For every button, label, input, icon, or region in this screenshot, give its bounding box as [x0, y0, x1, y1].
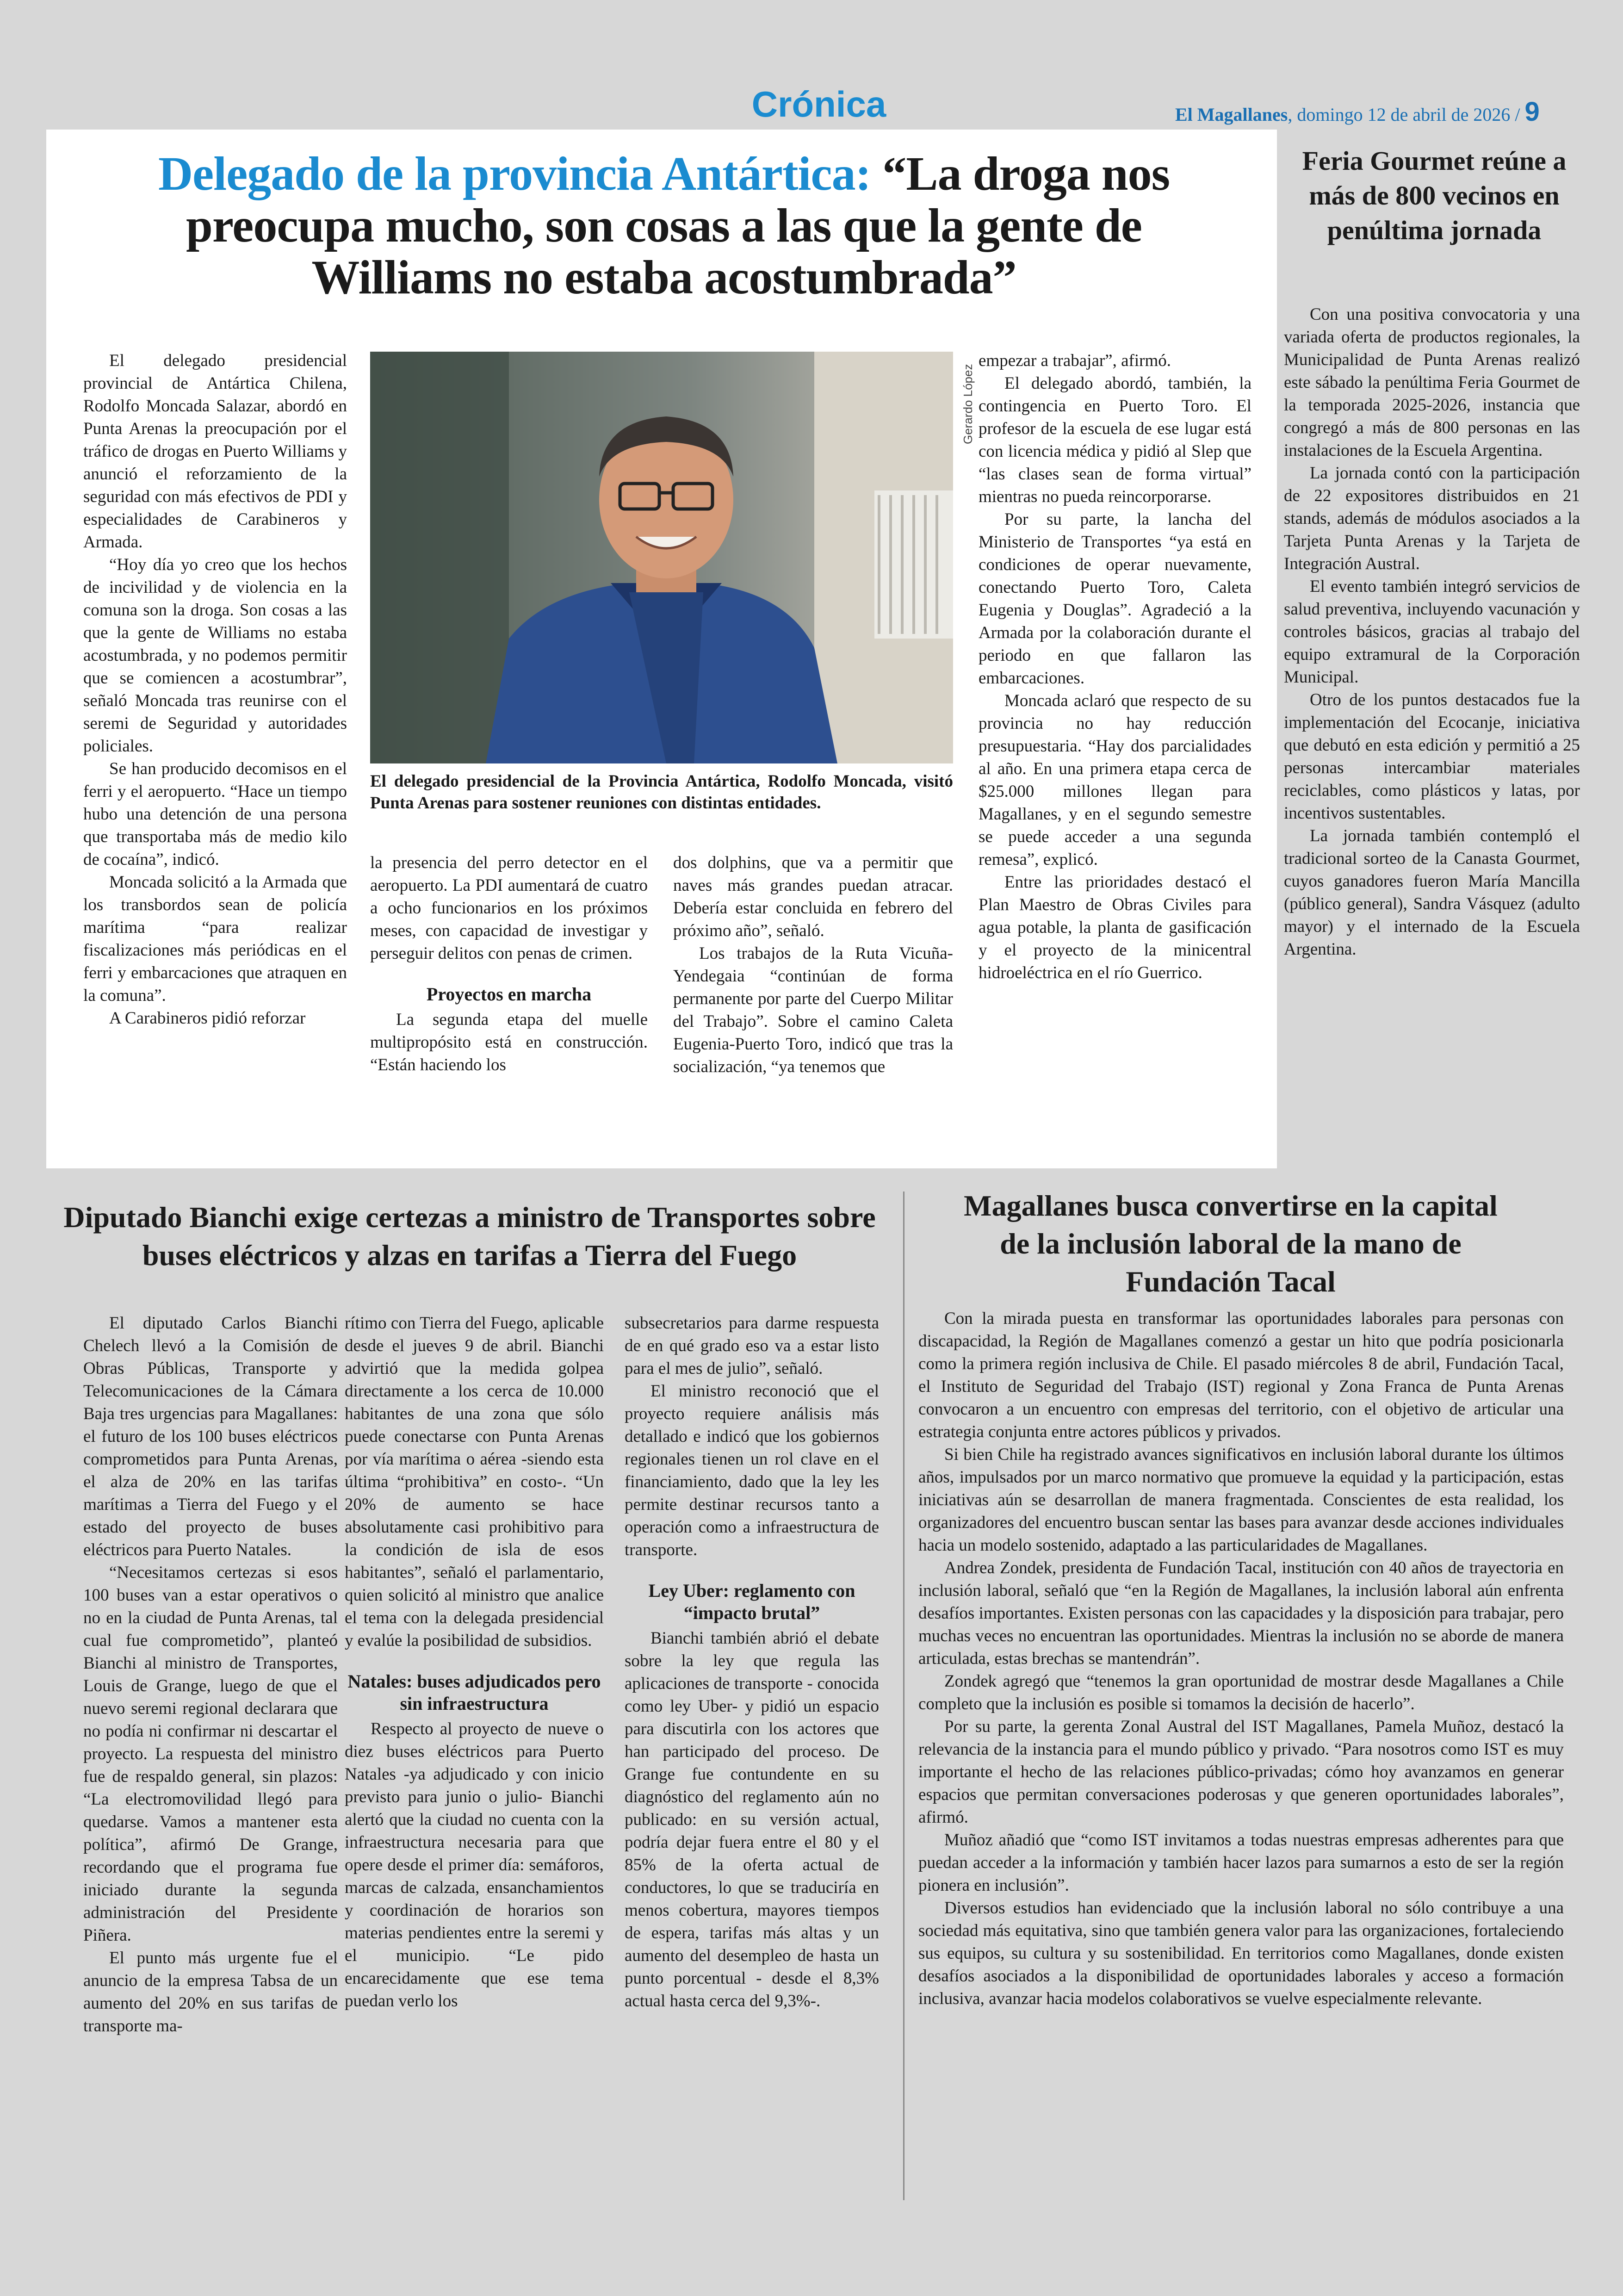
main-headline — [93, 148, 1235, 304]
paragraph: empezar a trabajar”, afirmó. — [979, 351, 1171, 370]
paragraph: rítimo con Tierra del Fuego, aplicable desde el jueves 9 de abril. Bianchi advirtió que la medida golpea directamente a los cerca de 10.000 habitantes de una zona que sólo puede conectarse con Punta Arenas por vía marítima o aérea -siendo esta última “prohibitiva” en costo-. “Un 20% de aumento se hace absolutamente casi prohibitivo para la condición de isla de esos habitantes”, señaló el parlamentario, quien solicitó al ministro que analice el tema con la delegada presidencial y evalúe la posibilidad de subsidios. — [345, 1314, 604, 1650]
paragraph: Zondek agregó que “tenemos la gran oportunidad de mostrar desde Magallanes a Chile completo que la inclusión es posible si tomamos la decisión de hacerlo”. — [918, 1672, 1564, 1713]
paragraph: Por su parte, la gerenta Zonal Austral del IST Magallanes, Pamela Muñoz, destacó la relevancia de la instancia para el mundo público y privado. “Para nosotros como IST es muy importante el hecho de las relaciones público-privadas; cómo hoy avanzamos en generar espacios que permitan conversaciones poderosas y que generen oportunidades laborales”, afirmó. — [918, 1717, 1564, 1827]
paragraph: Los trabajos de la Ruta Vicuña-Yendegaia “continúan de forma permanente por parte del Cuerpo Militar del Trabajo”. Sobre el camino Caleta Eugenia-Puerto Toro, indicó que tras la socialización, “ya tenemos que — [673, 944, 953, 1076]
paragraph: Otro de los puntos destacados fue la implementación del Ecocanje, iniciativa que debutó en esta edición y permitió a 25 personas intercambiar materiales reciclables, como plásticos y latas, por incentivos sustentables. — [1284, 690, 1580, 823]
column-divider — [903, 1191, 904, 2200]
paragraph: “Necesitamos certezas si esos 100 buses van a estar operativos o no en la ciudad de Punta Arenas, tal cual fue comprometido”, planteó Bianchi al ministro de Transportes, Louis de Grange, luego de que el nuevo seremi regional declarara que no podía ni confirmar ni descartar el proyecto. La respuesta del ministro fue de respaldo general, sin plazos: “La electromovilidad llegó para quedarse. Vamos a mantener esta política”, afirmó De Grange, recordando que el programa fue iniciado durante la segunda administración del Presidente Piñera. — [83, 1563, 338, 1945]
paragraph: La jornada contó con la participación de 22 expositores distribuidos en 21 stands, además de módulos asociados a la Tarjeta Punta Arenas y la Tarjeta de Integración Austral. — [1284, 464, 1580, 573]
delegate-photo — [370, 352, 953, 763]
photo-credit-text: Gerardo López — [961, 364, 975, 444]
paragraph: El diputado Carlos Bianchi Chelech llevó a la Comisión de Obras Públicas, Transporte y Telecomunicaciones de la Cámara Baja tres urgencias para Magallanes: el futuro de los 100 buses eléctricos comprometidos para Punta Arenas, el alza de 20% en las tarifas marítimas a Tierra del Fuego y el estado del proyecto de buses eléctricos para Puerto Natales. — [83, 1314, 338, 1559]
paragraph: Respecto al proyecto de nueve o diez buses eléctricos para Puerto Natales -ya adjudicado y con inicio previsto para junio o julio- Bianchi alertó que la ciudad no cuenta con la infraestructura necesaria para que opere desde el primer día: semáforos, marcas de calzada, ensanchamientos y coordinación de horarios son materias pendientes entre la seremi y el municipio. “Le pido encarecidamente que ese tema puedan verlo los — [345, 1719, 604, 2011]
photo-caption: El delegado presidencial de la Provincia Antártica, Rodolfo Moncada, visitó Punta Arenas para sostener reuniones con distintas entidades. — [370, 772, 953, 813]
paragraph: Entre las prioridades destacó el Plan Maestro de Obras Civiles para agua potable, la planta de gasificación y el proyecto de la minicentral hidroeléctrica en el río Guerrico. — [979, 873, 1251, 982]
bianchi-column-3 — [625, 1312, 879, 2012]
paragraph: Se han producido decomisos en el ferri y el aeropuerto. “Hace un tiempo hubo una detención de una persona que transportaba más de medio kilo de cocaína”, indicó. — [83, 759, 347, 869]
main-story-column-1 — [83, 349, 347, 1030]
headline-lead: Delegado de la provincia Antártica: — [158, 147, 871, 200]
headline-quote: “La droga nos preocupa mucho, son cosas a las que la gente de Williams no estaba acostumbrada” — [186, 147, 1170, 304]
paragraph: A Carabineros pidió reforzar — [109, 1009, 306, 1028]
paragraph: El punto más urgente fue el anuncio de la empresa Tabsa de un aumento del 20% en sus tarifas de transporte ma- — [83, 1948, 338, 2035]
paragraph: Muñoz añadió que “como IST invitamos a todas nuestras empresas adherentes para que puedan acceder a la información y también hacer lazos para sumarnos a esto de ser la región pionera en inclusión”. — [918, 1831, 1564, 1895]
sidebar-story-body — [1284, 303, 1580, 961]
newspaper-name: El Magallanes — [1175, 104, 1288, 125]
bianchi-column-2 — [345, 1312, 604, 2012]
paragraph: “Hoy día yo creo que los hechos de incivilidad y de violencia en la comuna son la droga. Son cosas a las que la gente de Williams no estaba acostumbrada, y no podemos permitir que se comiencen a acostumbrar”, señaló Moncada tras reunirse con el seremi de Seguridad y autoridades policiales. — [83, 555, 347, 756]
sidebar-headline: Feria Gourmet reúne a más de 800 vecinos en penúltima jornada — [1302, 146, 1567, 245]
paragraph: subsecretarios para darme respuesta de en qué grado eso va a estar listo para el mes de julio”, señaló. — [625, 1314, 879, 1378]
subhead-proyectos: Proyectos en marcha — [426, 984, 592, 1005]
paragraph: Por su parte, la lancha del Ministerio de Transportes “ya está en condiciones de operar nuevamente, conectando Puerto Toro, Caleta Eugenia y Douglas”. Agradeció a la Armada por la colaboración durante el periodo en que fallaron las embarcaciones. — [979, 510, 1251, 688]
publication-date: , domingo 12 de abril de 2026 / — [1288, 104, 1520, 125]
tacal-story-body — [918, 1307, 1564, 2010]
main-story-column-3 — [673, 851, 953, 1078]
paragraph: dos dolphins, que va a permitir que naves más grandes puedan atracar. Debería estar concluida en febrero del próximo año”, señaló. — [673, 853, 953, 940]
paragraph: Si bien Chile ha registrado avances significativos en inclusión laboral durante los últimos años, impulsados por un marco normativo que promueve la equidad y la participación, estas iniciativas aún se desarrollan de manera fragmentada. Conscientes de esta realidad, los organizadores del encuentro buscan sentar las bases para avanzar desde acciones individuales hacia un modelo sostenido, adaptado a las particularidades de Magallanes. — [918, 1445, 1564, 1555]
subhead-natales: Natales: buses adjudicados pero sin infraestructura — [347, 1671, 601, 1714]
tacal-headline: Magallanes busca convertirse en la capital de la inclusión laboral de la mano de Fundación Tacal — [964, 1189, 1498, 1298]
photo-illustration — [370, 352, 953, 763]
paragraph: la presencia del perro detector en el aeropuerto. La PDI aumentará de cuatro a ocho funcionarios en los próximos meses, con capacidad de investigar y perseguir delitos con penas de crimen. — [370, 853, 648, 963]
paragraph: Con una positiva convocatoria y una variada oferta de productos regionales, la Municipalidad de Punta Arenas realizó este sábado la penúltima Feria Gourmet de la temporada 2025-2026, instancia que congregó a más de 800 personas en las instalaciones de la Escuela Argentina. — [1284, 305, 1580, 460]
section-name: Crónica — [751, 84, 886, 124]
bianchi-headline: Diputado Bianchi exige certezas a ministro de Transportes sobre buses eléctricos y alzas en tarifas a Tierra del Fuego — [63, 1201, 876, 1272]
main-story-column-4 — [979, 349, 1251, 984]
paragraph: Moncada solicitó a la Armada que los transbordos sean de policía marítima “para realizar fiscalizaciones más periódicas en el ferri y embarcaciones que atraquen en la comuna”. — [83, 873, 347, 1005]
paragraph: Andrea Zondek, presidenta de Fundación Tacal, institución con 40 años de trayectoria en inclusión laboral, señaló que “en la Región de Magallanes, la inclusión laboral aún enfrenta desafíos importantes. Existen personas con las capacidades y la disposición para trabajar, pero muchas veces no encuentran las oportunidades. Mientras la inclusión no se aborde de manera articulada, estas brechas se mantendrán”. — [918, 1558, 1564, 1668]
bianchi-column-1 — [83, 1312, 338, 2037]
subhead-uber: Ley Uber: reglamento con “impacto brutal” — [648, 1580, 855, 1623]
page-number: 9 — [1524, 97, 1540, 127]
paragraph: La jornada también contempló el tradicional sorteo de la Canasta Gourmet, cuyos ganadores fueron María Mancilla (público general), Sandra Vásquez (adulto mayor) y el internado de la Escuela Argentina. — [1284, 826, 1580, 959]
paragraph: El delegado presidencial provincial de Antártica Chilena, Rodolfo Moncada Salazar, abordó en Punta Arenas la preocupación por el tráfico de drogas en Puerto Williams y anunció el reforzamiento de la seguridad con más efectivos de PDI y especialidades de Carabineros y Armada. — [83, 351, 347, 552]
photo-credit — [959, 354, 977, 447]
paragraph: El delegado abordó, también, la contingencia en Puerto Toro. El profesor de la escuela de ese lugar está con licencia médica y pidió al Slep que “las clases sean de forma virtual” mientras no pueda reincorporarse. — [979, 374, 1251, 506]
paragraph: Bianchi también abrió el debate sobre la ley que regula las aplicaciones de transporte - conocida como ley Uber- y pidió un espacio para discutirla con los actores que han participado del proceso. De Grange fue contundente en su diagnóstico del reglamento aún no publicado: en su versión actual, podría dejar fuera entre el 80 y el 85% de la oferta actual de conductores, lo que se traduciría en menos cobertura, mayores tiempos de espera, tarifas más altas y un aumento del desempleo de hasta un punto porcentual - desde el 8,3% actual hasta cerca del 9,3%-. — [625, 1629, 879, 2011]
main-story-column-2 — [370, 851, 648, 1076]
publication-line — [1175, 96, 1540, 127]
paragraph: El ministro reconoció que el proyecto requiere análisis más detallado e indicó que los gobiernos regionales tienen un rol clave en el financiamiento, dado que la ley les permite destinar recursos tanto a operación como a infraestructura de transporte. — [625, 1382, 879, 1559]
paragraph: La segunda etapa del muelle multipropósito está en construcción. “Están haciendo los — [370, 1010, 648, 1074]
paragraph: El evento también integró servicios de salud preventiva, incluyendo vacunación y controles básicos, gracias al trabajo del equipo extramural de la Corporación Municipal. — [1284, 577, 1580, 687]
paragraph: Con la mirada puesta en transformar las oportunidades laborales para personas con discapacidad, la Región de Magallanes comenzó a gestar un hito que podría posicionarla como la primera región inclusiva de Chile. El pasado miércoles 8 de abril, Fundación Tacal, el Instituto de Seguridad del Trabajo (IST) regional y Zona Franca de Punta Arenas convocaron a un encuentro con empresas del territorio, con el objetivo de articular una estrategia conjunta entre actores públicos y privados. — [918, 1309, 1564, 1441]
paragraph: Moncada aclaró que respecto de su provincia no hay reducción presupuestaria. “Hay dos parcialidades al año. En una primera etapa cerca de $25.000 millones llegan para Magallanes, y en el segundo semestre se puede acceder a una segunda remesa”, explicó. — [979, 691, 1251, 869]
paragraph: Diversos estudios han evidenciado que la inclusión laboral no sólo contribuye a una sociedad más equitativa, sino que también genera valor para las organizaciones, fortaleciendo sus equipos, su cultura y su sostenibilidad. En territorios como Magallanes, donde existen desafíos asociados a la disponibilidad de oportunidades laborales y acceso a formación inclusiva, avanzar hacia modelos colaborativos se vuelve especialmente relevante. — [918, 1899, 1564, 2008]
